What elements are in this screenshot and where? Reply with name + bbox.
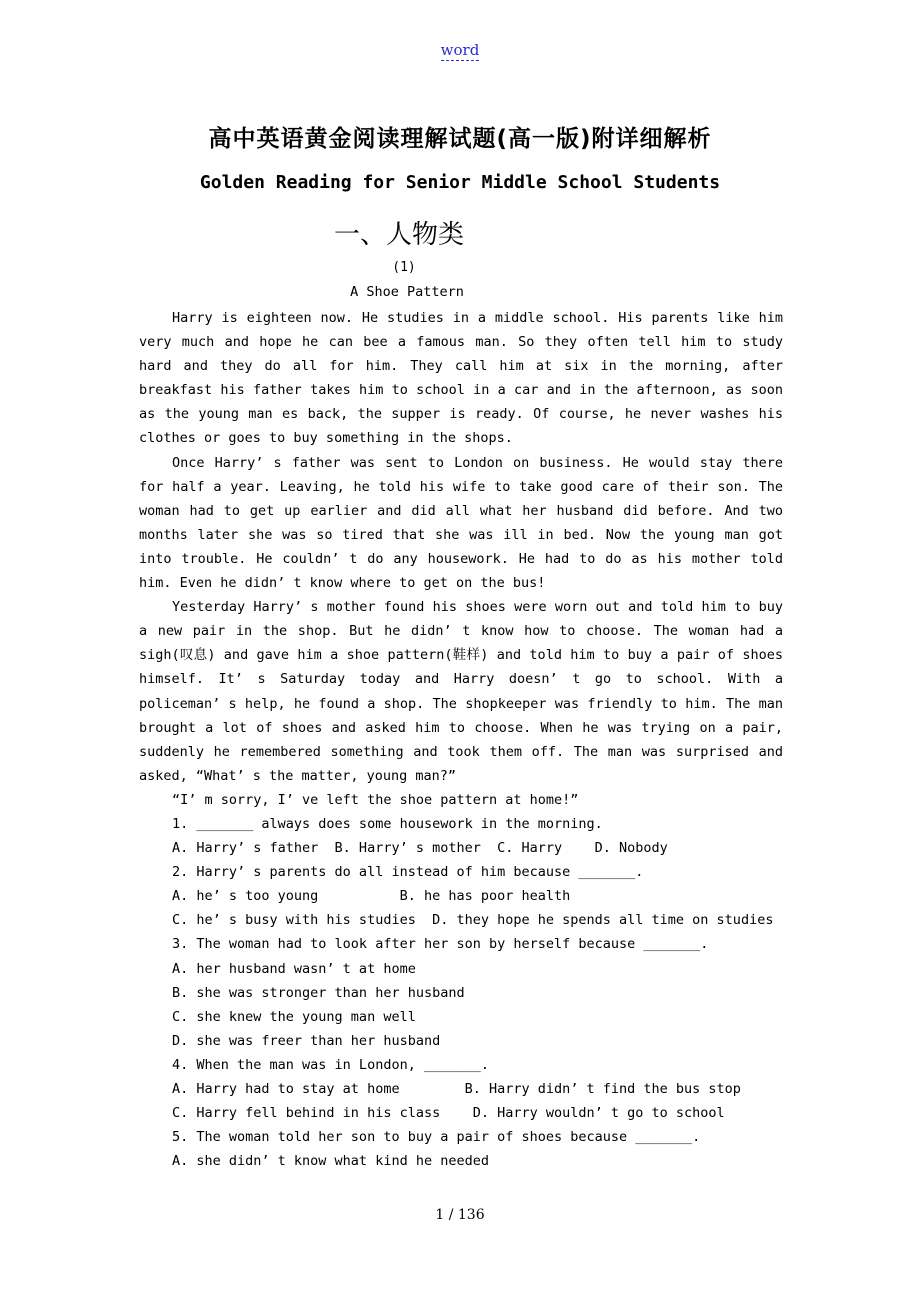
paragraph-4: “I’ m sorry, I’ ve left the shoe pattern at home!” — [172, 791, 579, 808]
question-1-stem: 1. _______ always does some housework in the morning. — [172, 815, 603, 832]
section-heading: 一、人物类 — [334, 220, 465, 250]
question-5-option-a: A. she didn’ t know what kind he needed — [172, 1153, 489, 1170]
question-3-stem: 3. The woman had to look after her son by herself because _______. — [172, 936, 709, 953]
paragraph-2: Once Harry’ s father was sent to London on business. He would stay there for half a year. Leaving, he told his wife to take good care of their son. The woman had to get up earlier and did all what her husband did before. And two months later she was so tired that she was ill in bed. Now the young man got into trouble. He couldn’ t do any housework. He had to do as his mother told him. Even he didn’ t know where to get on the bus! — [139, 454, 783, 592]
question-3-option-a: A. her husband wasn’ t at home — [172, 960, 416, 977]
question-3-option-c: C. she knew the young man well — [172, 1008, 416, 1025]
question-5-stem: 5. The woman told her son to buy a pair of shoes because _______. — [172, 1129, 701, 1146]
question-4-options-ab: A. Harry had to stay at home B. Harry didn’ t find the bus stop — [172, 1081, 741, 1097]
passage-title: A Shoe Pattern — [350, 284, 464, 300]
question-1-options: A. Harry’ s father B. Harry’ s mother C. Harry D. Nobody — [172, 840, 668, 857]
document-title-english: Golden Reading for Senior Middle School Students — [199, 172, 721, 193]
passage-number: (1) — [392, 260, 416, 275]
paragraph-1: Harry is eighteen now. He studies in a middle school. His parents like him very much and hope he can bee a famous man. So they often tell him to study hard and they do all for him. They call him at six in the morning, after breakfast his father takes him to school in a car and in the afternoon, as soon as the young man es back, the supper is ready. Of course, he never washes his clothes or goes to buy something in the shops. — [139, 310, 783, 447]
question-4-options-cd: C. Harry fell behind in his class D. Harry wouldn’ t go to school — [172, 1105, 725, 1122]
header-link[interactable] — [0, 41, 920, 59]
question-2-stem: 2. Harry’ s parents do all instead of him because _______. — [172, 864, 644, 881]
question-list — [139, 812, 783, 1173]
passage-body — [139, 306, 783, 1173]
document-title-chinese: 高中英语黄金阅读理解试题(高一版)附详细解析 — [208, 126, 712, 152]
question-4-stem: 4. When the man was in London, _______. — [172, 1056, 489, 1073]
question-2-options-ab: A. he’ s too young B. he has poor health — [172, 888, 571, 905]
question-2-options-cd: C. he’ s busy with his studies D. they hope he spends all time on studies — [172, 912, 774, 929]
question-3-option-b: B. she was stronger than her husband — [172, 984, 465, 1001]
paragraph-3: Yesterday Harry’ s mother found his shoes were worn out and told him to buy a new pair in the shop. But he didn’ t know how to choose. The woman had a sigh(叹息) and gave him a shoe pattern(鞋样) and told him to buy a pair of shoes himself. It’ s Saturday today and Harry doesn’ t go to school. With a policeman’ s help, he found a shop. The shopkeeper was friendly to him. The man brought a lot of shoes and asked him to choose. When he was trying on a pair, suddenly he remembered something and took them off. The man was surprised and asked, “What’ s the matter, young man?” — [139, 599, 783, 784]
question-3-option-d: D. she was freer than her husband — [172, 1032, 441, 1049]
page-indicator: 1 / 136 — [435, 1207, 485, 1223]
header-link-text[interactable]: word — [440, 41, 480, 59]
